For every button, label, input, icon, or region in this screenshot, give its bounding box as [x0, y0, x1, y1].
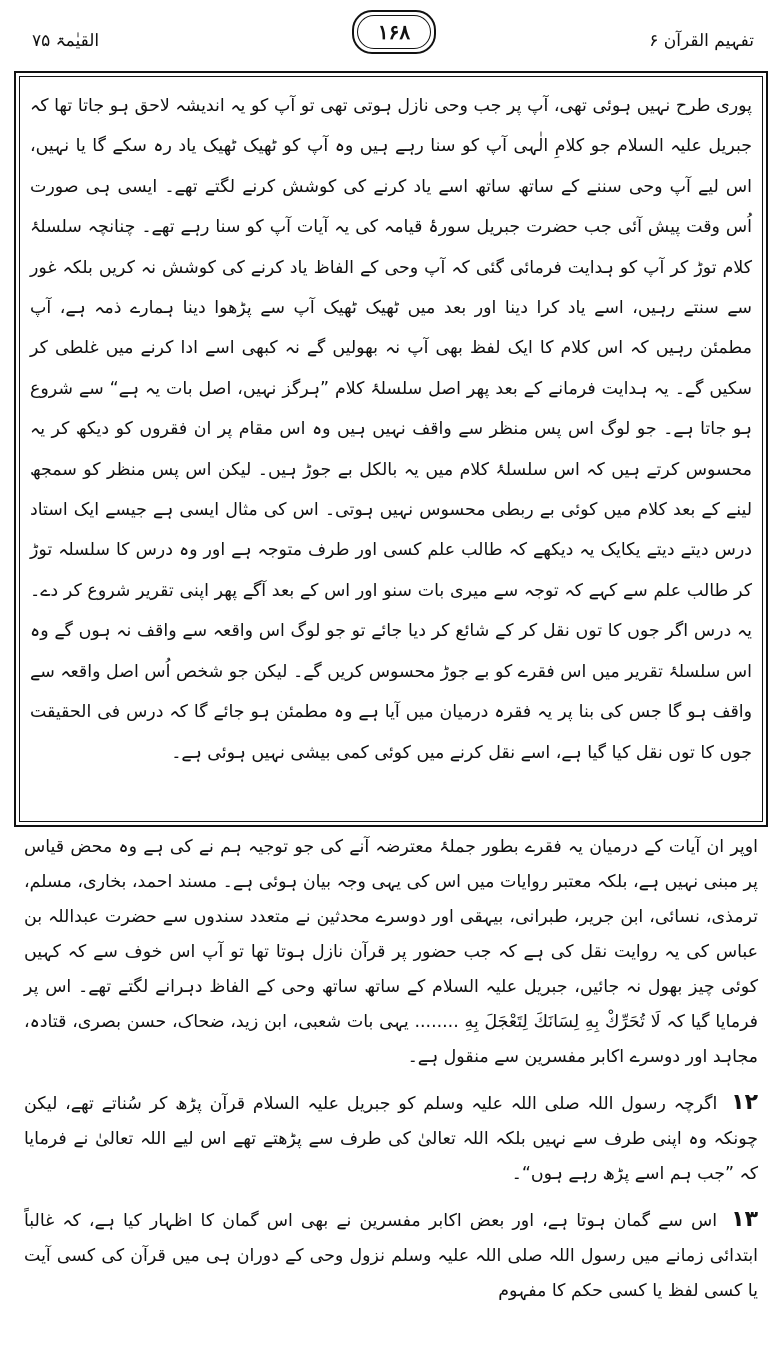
footnote-12 — [24, 1085, 758, 1192]
book-title: تفہیم القرآن ۶ — [649, 31, 754, 51]
footnote-text: اگرچہ رسول اللہ صلی اللہ علیہ وسلم کو جبریل علیہ السلام قرآن پڑھ کر سُناتے تھے، لیکن چونکہ وہ اپنی طرف سے نہیں بلکہ اللہ تعالیٰ کی طرف سے پڑھتے تھے اس لیے اللہ تعالیٰ نے فرمایا کہ ”جب ہم اسے پڑھ رہے ہوں“۔ — [24, 1094, 758, 1184]
footnote-number: ۱۲ — [731, 1090, 758, 1115]
page-number-badge — [352, 10, 436, 54]
page-header — [0, 0, 784, 70]
footnote-text: اس سے گمان ہوتا ہے، اور بعض اکابر مفسرین نے بھی اس گمان کا اظہار کیا ہے، کہ غالباً ابتدائی زمانے میں رسول اللہ صلی اللہ علیہ وسلم نزول وحی کے دوران ہی میں قرآن کی کسی آیت یا کسی لفظ یا کسی حکم کا مفہوم — [24, 1211, 758, 1301]
boxed-text-block — [30, 86, 752, 773]
body-paragraph: اوپر ان آیات کے درمیان یہ فقرے بطور جملۂ معترضہ آنے کی جو توجیہ ہم نے کی ہے وہ محض قیاس پر مبنی نہیں ہے، بلکہ معتبر روایات میں اس کی یہی وجہ بیان ہوئی ہے۔ مسند احمد، بخاری، مسلم، ترمذی، نسائی، ابن جریر، طبرانی، بیہقی اور دوسرے محدثین نے متعدد سندوں سے حضرت عبداللہ بن عباس کی یہ روایت نقل کی ہے کہ جب حضور پر قرآن نازل ہوتا تھا تو آپ اس خوف سے کہ کہیں کوئی چیز بھول نہ جائیں، جبریل علیہ السلام کے ساتھ ساتھ وحی کے الفاظ دہرانے لگتے تھے۔ اس پر فرمایا گیا کہ لَا تُحَرِّكْ بِهِ لِسَانَكَ لِتَعْجَلَ بِهِ ........ یہی بات شعبی، ابن زید، ضحاک، حسن بصری، قتادہ، مجاہد اور دوسرے اکابر مفسرین سے منقول ہے۔ — [24, 837, 758, 1067]
main-text — [24, 830, 758, 1319]
surah-reference: القیٰمۃ ۷۵ — [32, 31, 100, 51]
page-number: ۱۶۸ — [377, 20, 411, 44]
footnote-13 — [24, 1202, 758, 1309]
boxed-paragraph: پوری طرح نہیں ہوئی تھی، آپ پر جب وحی نازل ہوتی تھی تو آپ کو یہ اندیشہ لاحق ہو جاتا تھا کہ جبریل علیہ السلام جو کلامِ الٰہی آپ کو سنا رہے ہیں وہ آپ کو ٹھیک ٹھیک یاد رہ سکے گا یا نہیں، اس لیے آپ وحی سننے کے ساتھ ساتھ اسے یاد کرنے کی کوشش کرنے لگتے تھے۔ ایسی ہی صورت اُس وقت پیش آئی جب حضرت جبریل سورۂ قیامہ کی یہ آیات آپ کو سنا رہے تھے۔ چنانچہ سلسلۂ کلام توڑ کر آپ کو ہدایت فرمائی گئی کہ آپ وحی کے الفاظ یاد کرنے کی کوشش نہ کریں بلکہ غور سے سنتے رہیں، اسے یاد کرا دینا اور بعد میں ٹھیک ٹھیک آپ سے پڑھوا دینا ہمارے ذمہ ہے، آپ مطمئن رہیں کہ اس کلام کا ایک لفظ بھی آپ نہ بھولیں گے نہ کبھی اسے ادا کرنے میں غلطی کر سکیں گے۔ یہ ہدایت فرمانے کے بعد پھر اصل سلسلۂ کلام ”ہرگز نہیں، اصل بات یہ ہے“ سے شروع ہو جاتا ہے۔ جو لوگ اس پس منظر سے واقف نہیں ہیں وہ اس مقام پر ان فقروں کو دیکھ کر یہ محسوس کرتے ہیں کہ اس سلسلۂ کلام میں یہ بالکل بے جوڑ ہیں۔ لیکن اس پس منظر کو سمجھ لینے کے بعد کلام میں کوئی بے ربطی محسوس نہیں ہوتی۔ اس کی مثال ایسی ہے جیسے ایک استاد درس دیتے دیتے یکایک یہ دیکھے کہ طالب علم کسی اور طرف متوجہ ہے اور وہ درس کا سلسلہ توڑ کر طالب علم سے کہے کہ توجہ سے میری بات سنو اور اس کے بعد آگے پھر اپنی تقریر شروع کر دے۔ یہ درس اگر جوں کا توں نقل کر کے شائع کر دیا جائے تو جو لوگ اس واقعہ سے واقف نہ ہوں گے وہ اس سلسلۂ تقریر میں اس فقرے کو بے جوڑ محسوس کریں گے۔ لیکن جو شخص اُس اصل واقعہ سے واقف ہو گا جس کی بنا پر یہ فقرہ درمیان میں آیا ہے وہ مطمئن ہو جائے گا کہ درس فی الحقیقت جوں کا توں نقل کیا گیا ہے، اسے نقل کرنے میں کوئی کمی بیشی نہیں ہوئی ہے۔ — [30, 96, 752, 763]
footnote-number: ۱۳ — [731, 1207, 759, 1232]
